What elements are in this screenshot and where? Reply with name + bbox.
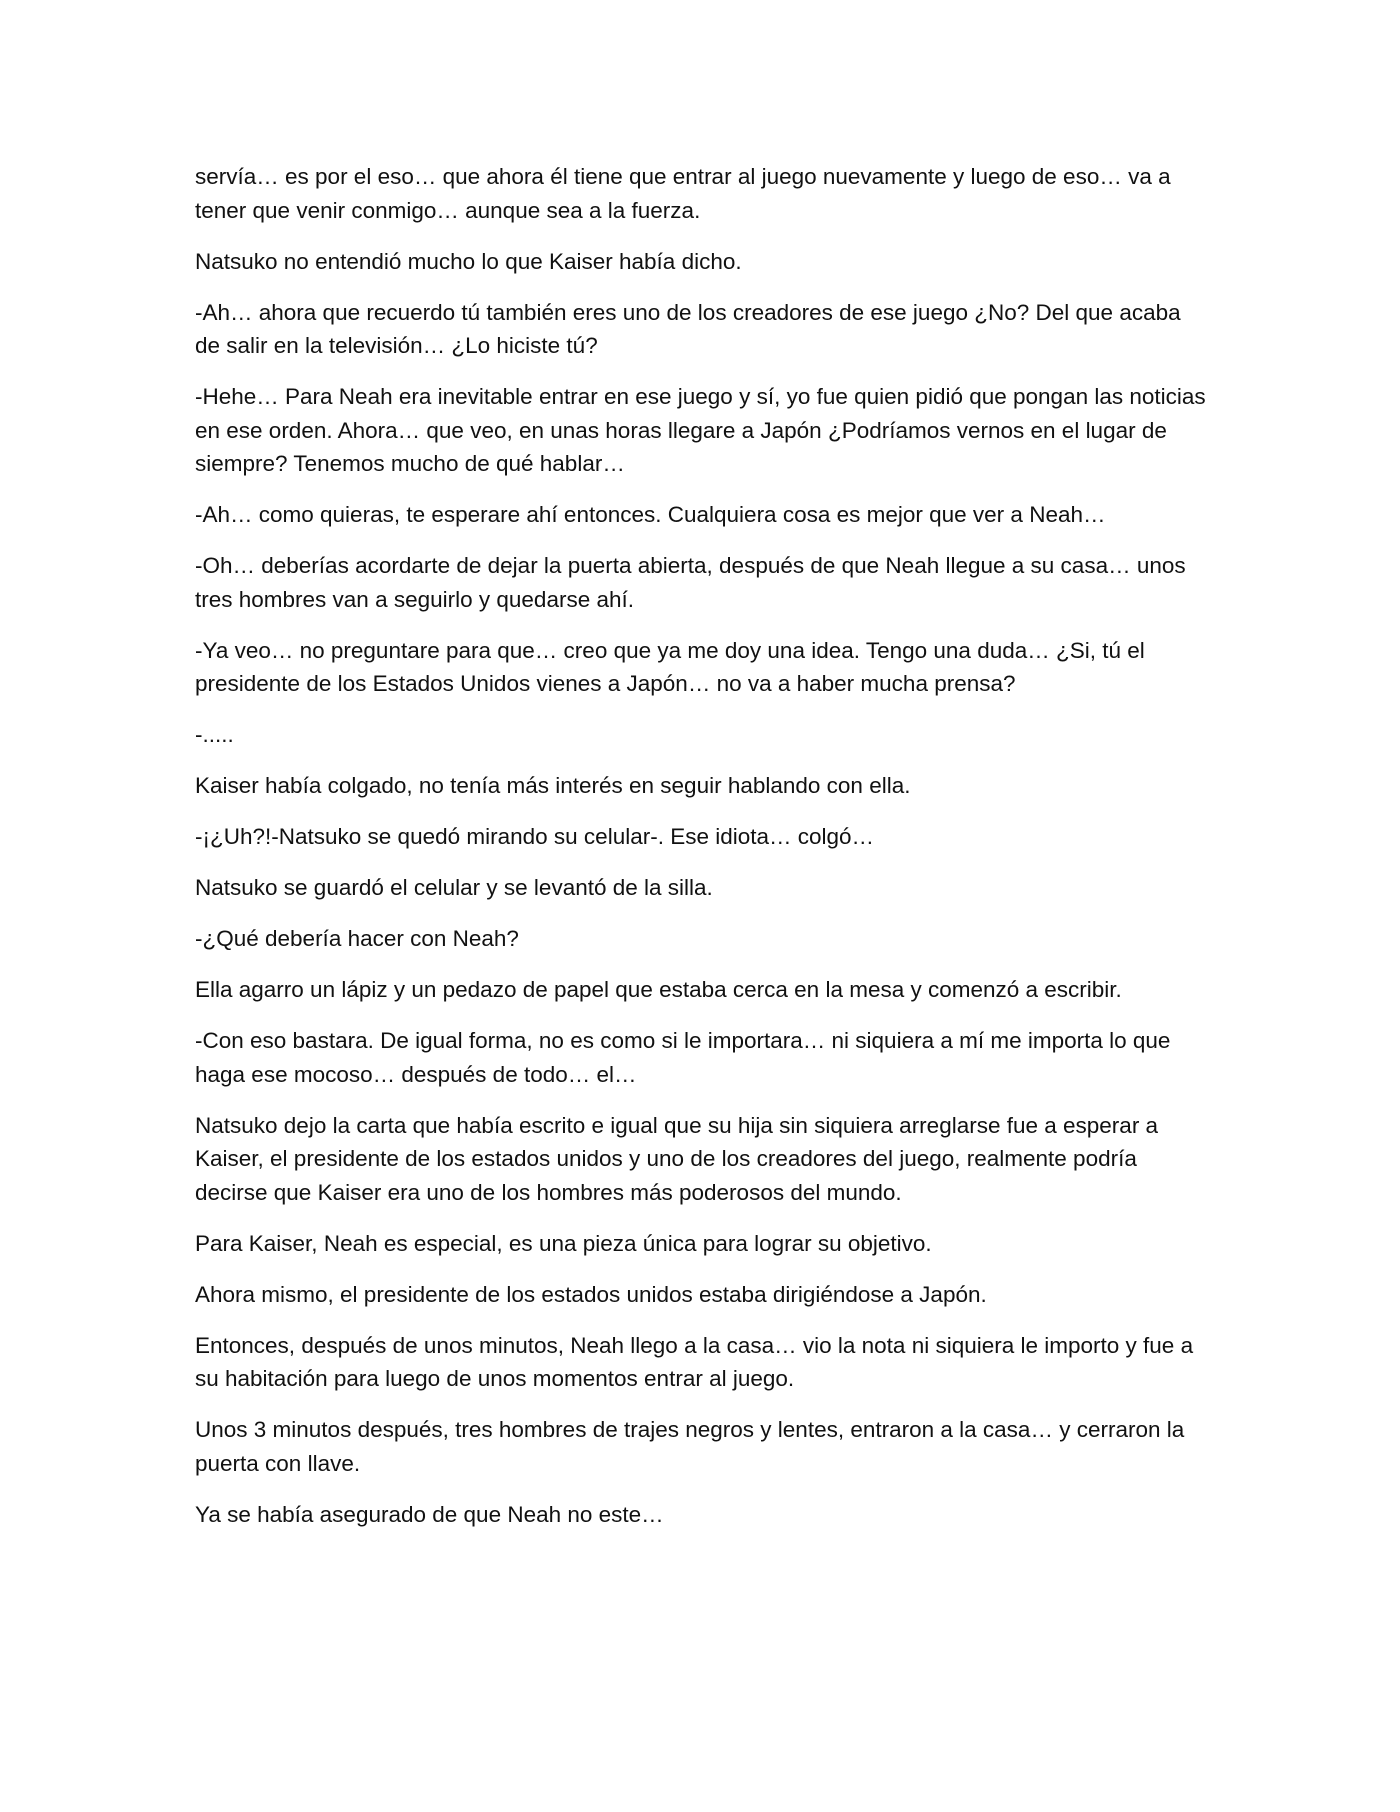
paragraph: Ya se había asegurado de que Neah no este… xyxy=(195,1501,664,1527)
paragraph: -Hehe… Para Neah era inevitable entrar en ese juego y sí, yo fue quien pidió que pongan las noticias en ese orden. Ahora… que veo, en unas horas llegare a Japón ¿Podríamos vernos en el lugar de siempre? Tenemos mucho de qué hablar… xyxy=(195,384,1206,476)
paragraph: Entonces, después de unos minutos, Neah llego a la casa… vio la nota ni siquiera le importo y fue a su habitación para luego de unos momentos entrar al juego. xyxy=(195,1332,1194,1391)
paragraph: servía… es por el eso… que ahora él tiene que entrar al juego nuevamente y luego de eso… va a tener que venir conmigo… aunque sea a la fuerza. xyxy=(195,164,1171,223)
document-body xyxy=(195,160,1210,1549)
paragraph: -Con eso bastara. De igual forma, no es como si le importara… ni siquiera a mí me importa lo que haga ese mocoso… después de todo… el… xyxy=(195,1028,1171,1087)
paragraph: Ella agarro un lápiz y un pedazo de papel que estaba cerca en la mesa y comenzó a escribir. xyxy=(195,977,1122,1002)
paragraph: -¡¿Uh?!-Natsuko se quedó mirando su celular-. Ese idiota… colgó… xyxy=(195,824,875,849)
paragraph: -Ah… ahora que recuerdo tú también eres uno de los creadores de ese juego ¿No? Del que acaba de salir en la televisión… ¿Lo hiciste tú? xyxy=(195,299,1181,358)
paragraph: Natsuko no entendió mucho lo que Kaiser había dicho. xyxy=(195,248,742,274)
paragraph: -¿Qué debería hacer con Neah? xyxy=(195,926,519,951)
paragraph: -..... xyxy=(195,722,234,747)
paragraph: Unos 3 minutos después, tres hombres de trajes negros y lentes, entraron a la casa… y cerraron la puerta con llave. xyxy=(195,1417,1185,1476)
paragraph: Natsuko dejo la carta que había escrito e igual que su hija sin siquiera arreglarse fue a esperar a Kaiser, el presidente de los estados unidos y uno de los creadores del juego, realmente podría decirse que Kaiser era uno de los hombres más poderosos del mundo. xyxy=(195,1112,1159,1205)
paragraph: Ahora mismo, el presidente de los estados unidos estaba dirigiéndose a Japón. xyxy=(195,1281,987,1307)
paragraph: Kaiser había colgado, no tenía más interés en seguir hablando con ella. xyxy=(195,773,911,798)
paragraph: Para Kaiser, Neah es especial, es una pieza única para lograr su objetivo. xyxy=(195,1230,932,1256)
paragraph: -Oh… deberías acordarte de dejar la puerta abierta, después de que Neah llegue a su casa… unos tres hombres van a seguirlo y quedarse ahí. xyxy=(195,553,1186,612)
paragraph: -Ah… como quieras, te esperare ahí entonces. Cualquiera cosa es mejor que ver a Neah… xyxy=(195,502,1106,527)
paragraph: Natsuko se guardó el celular y se levantó de la silla. xyxy=(195,875,713,900)
paragraph: -Ya veo… no preguntare para que… creo que ya me doy una idea. Tengo una duda… ¿Si, tú el presidente de los Estados Unidos vienes a Japón… no va a haber mucha prensa? xyxy=(195,637,1145,696)
